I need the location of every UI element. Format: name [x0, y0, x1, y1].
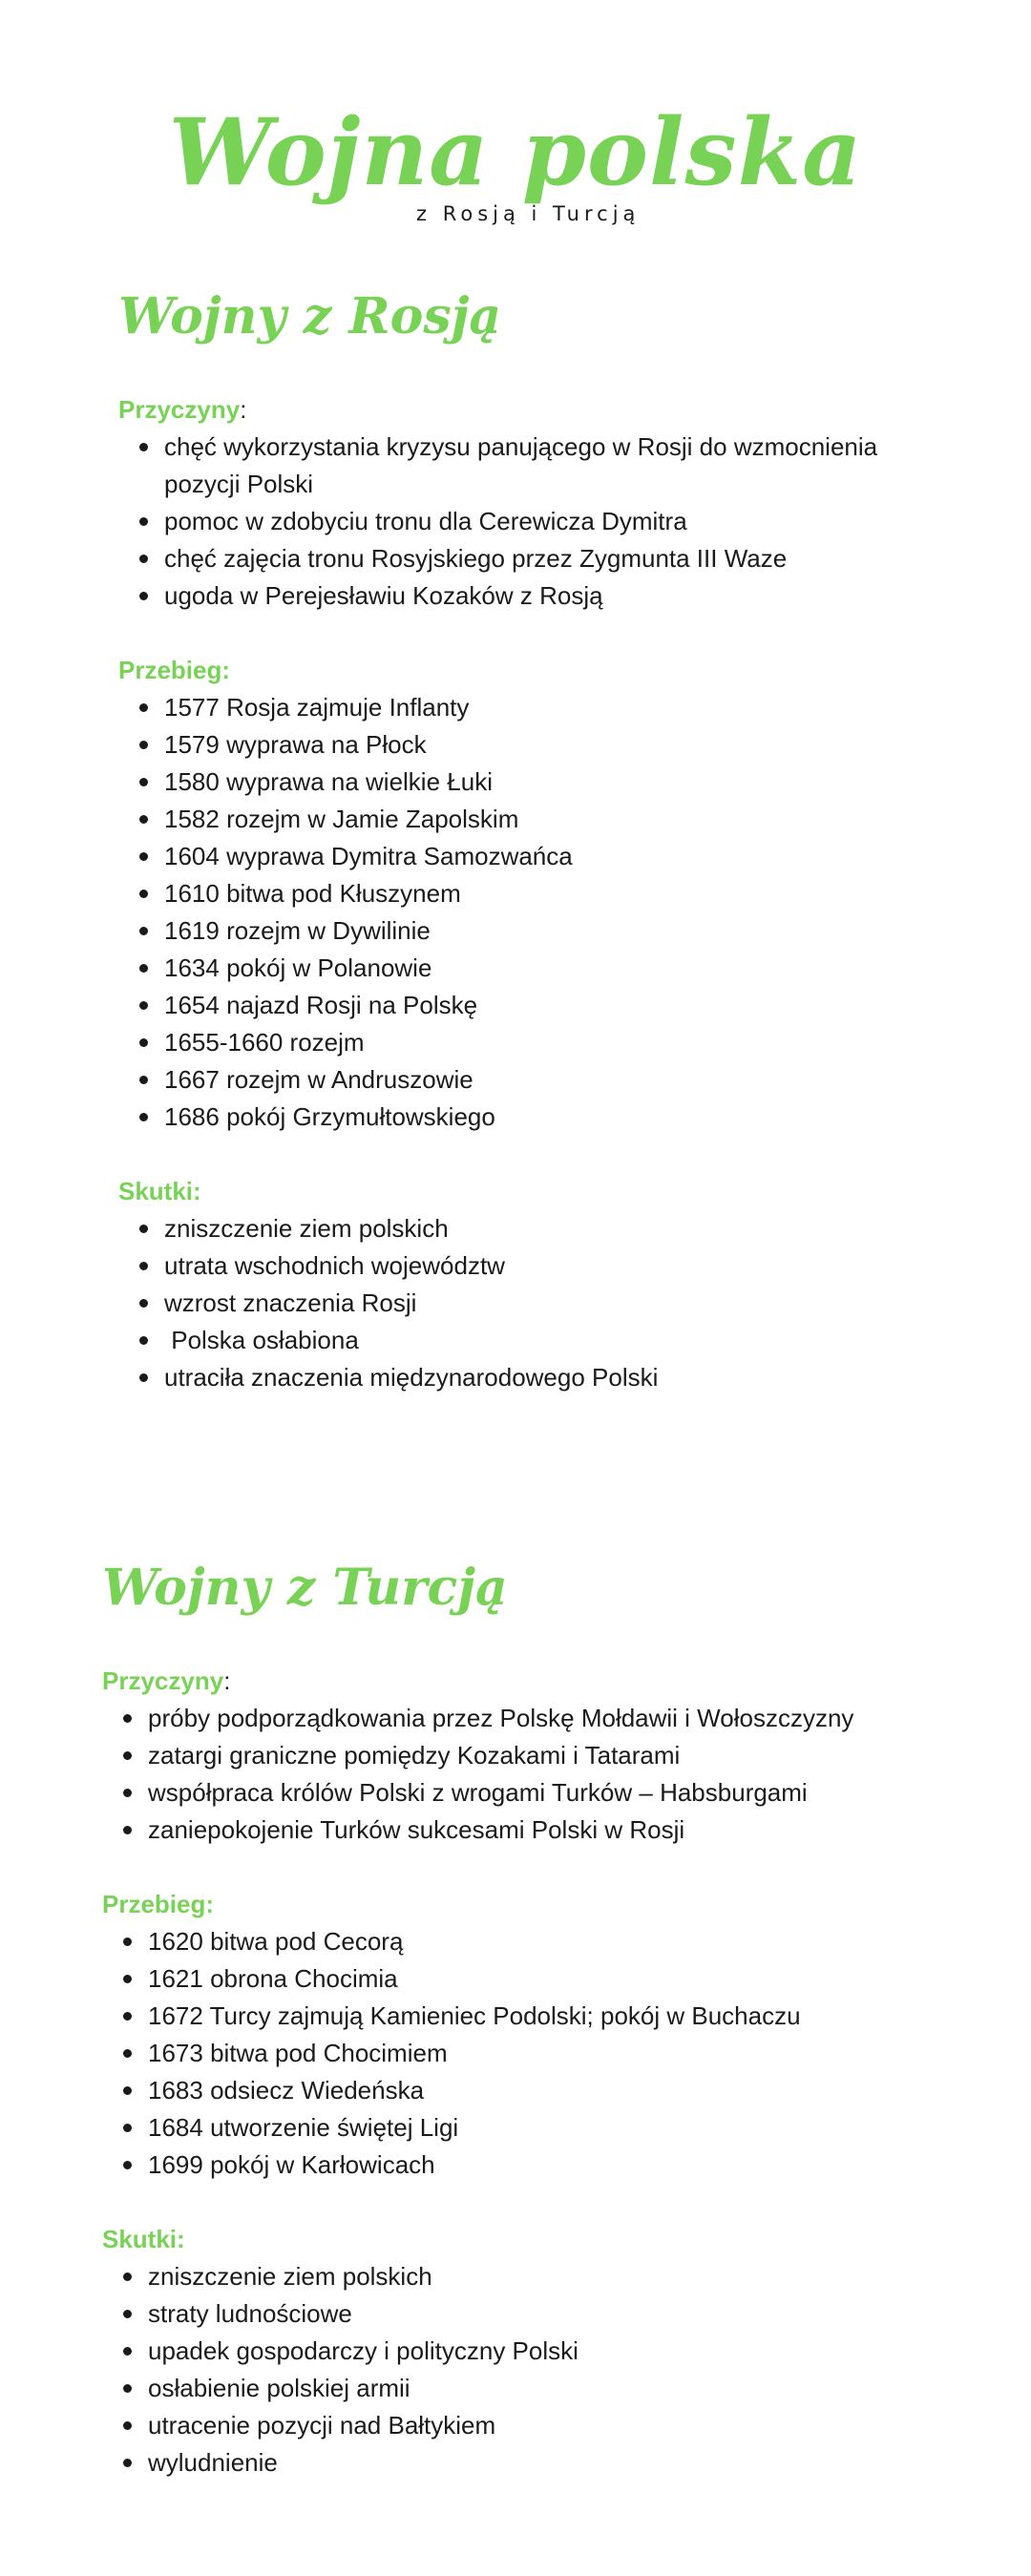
list-item: 1621 obrona Chocimia [148, 1960, 980, 1998]
list-item: zniszczenie ziem polskich [148, 2258, 980, 2295]
course-label: Przebieg: [118, 656, 231, 684]
causes-label: Przyczyny: [118, 395, 247, 424]
list-item: 1683 odsiecz Wiedeńska [148, 2072, 980, 2109]
page-subtitle: z Rosją i Turcją [416, 202, 641, 225]
section-russia [118, 286, 978, 1396]
list-item: zaniepokojenie Turków sukcesami Polski w Rosji [148, 1812, 980, 1849]
list-item: 1673 bitwa pod Chocimiem [148, 2035, 980, 2072]
list-item: 1667 rozejm w Andruszowie [164, 1061, 978, 1099]
list-item: chęć wykorzystania kryzysu panującego w Rosji do wzmocnienia pozycji Polski [164, 429, 890, 503]
list-item: straty ludnościowe [148, 2295, 980, 2333]
list-item: 1699 pokój w Karłowicach [148, 2147, 980, 2184]
effects-label: Skutki: [118, 1177, 201, 1205]
course-list [102, 1923, 980, 2184]
list-item: 1634 pokój w Polanowie [164, 950, 978, 987]
list-item: 1610 bitwa pod Kłuszynem [164, 875, 978, 912]
list-item: chęć zajęcia tronu Rosyjskiego przez Zygmunta III Waze [164, 540, 978, 577]
list-item: utracenie pozycji nad Bałtykiem [148, 2407, 980, 2444]
list-item: 1604 wyprawa Dymitra Samozwańca [164, 838, 978, 875]
list-item: 1654 najazd Rosji na Polskę [164, 987, 978, 1024]
section-turkey [102, 1558, 980, 2482]
list-item: wyludnienie [148, 2444, 980, 2482]
course-label: Przebieg: [102, 1890, 215, 1918]
list-item: 1620 bitwa pod Cecorą [148, 1923, 980, 1960]
list-item: 1577 Rosja zajmuje Inflanty [164, 689, 978, 726]
effects-list [118, 1210, 978, 1396]
list-item: zniszczenie ziem polskich [164, 1210, 978, 1247]
list-item: współpraca królów Polski z wrogami Turków – Habsburgami [148, 1774, 980, 1812]
list-item: 1580 wyprawa na wielkie Łuki [164, 764, 978, 801]
list-item: 1582 rozejm w Jamie Zapolskim [164, 801, 978, 838]
section-heading: Wojny z Rosją [118, 287, 502, 346]
list-item: 1619 rozejm w Dywilinie [164, 912, 978, 950]
page-title: Wojna polska [168, 98, 863, 206]
causes-list [102, 1700, 980, 1849]
list-item: 1672 Turcy zajmują Kamieniec Podolski; pokój w Buchaczu [148, 1998, 980, 2035]
list-item: ugoda w Perejesławiu Kozaków z Rosją [164, 577, 978, 615]
list-item: pomoc w zdobyciu tronu dla Cerewicza Dymitra [164, 503, 978, 540]
list-item: osłabienie polskiej armii [148, 2370, 980, 2407]
effects-label: Skutki: [102, 2225, 185, 2253]
section-heading: Wojny z Turcją [102, 1559, 508, 1617]
list-item: zatargi graniczne pomiędzy Kozakami i Tatarami [148, 1737, 980, 1774]
list-item: 1686 pokój Grzymułtowskiego [164, 1099, 978, 1136]
course-list [118, 689, 978, 1136]
list-item: próby podporządkowania przez Polskę Mołdawii i Wołoszczyzny [148, 1700, 980, 1737]
list-item: 1655-1660 rozejm [164, 1024, 978, 1061]
list-item: wzrost znaczenia Rosji [164, 1285, 978, 1322]
list-item: Polska osłabiona [164, 1322, 978, 1359]
causes-label: Przyczyny: [102, 1666, 231, 1695]
list-item: upadek gospodarczy i polityczny Polski [148, 2333, 980, 2370]
list-item: utraciła znaczenia międzynarodowego Polski [164, 1359, 978, 1396]
effects-list [102, 2258, 980, 2482]
list-item: utrata wschodnich województw [164, 1247, 978, 1285]
list-item: 1684 utworzenie świętej Ligi [148, 2109, 980, 2147]
causes-list [118, 429, 978, 615]
list-item: 1579 wyprawa na Płock [164, 726, 978, 764]
